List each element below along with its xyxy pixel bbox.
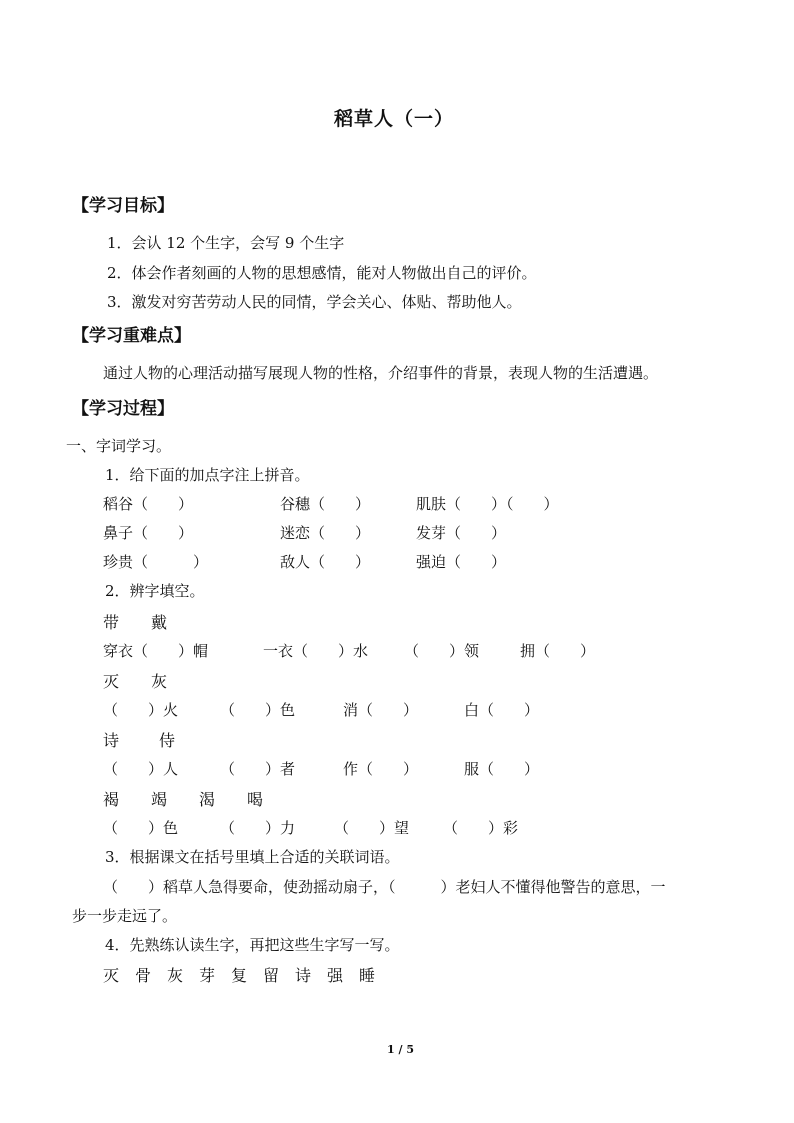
fill-item: （ ）领 (404, 642, 480, 660)
pinyin-item: 珍贵（ ） (103, 553, 209, 571)
goal-item: 2．体会作者刻画的人物的思想感情，能对人物做出自己的评价。 (107, 264, 537, 282)
char-pair-item: 渴 (199, 790, 216, 809)
key-text: 通过人物的心理活动描写展现人物的性格，介绍事件的背景，表现人物的生活遭遇。 (103, 364, 659, 382)
fill-item: 穿衣（ ）帽 (103, 642, 209, 660)
practice-char: 留 (263, 966, 280, 985)
practice-char: 芽 (199, 966, 216, 985)
fill-item: 一衣（ ）水 (263, 642, 369, 660)
char-pair-item: 喝 (247, 790, 264, 809)
q3-heading: 3．根据课文在括号里填上合适的关联词语。 (105, 848, 400, 866)
pinyin-item: 鼻子（ ） (103, 524, 194, 542)
q4-heading: 4．先熟练认读生字，再把这些生字写一写。 (105, 936, 400, 954)
goal-item: 1．会认 12 个生字，会写 9 个生字 (107, 234, 345, 252)
fill-item: （ ）彩 (443, 819, 519, 837)
fill-item: （ ）人 (103, 760, 179, 778)
practice-char: 睡 (359, 966, 376, 985)
pinyin-item: 谷穗（ ） (280, 495, 371, 513)
char-pair-item: 戴 (151, 613, 168, 632)
fill-item: 白（ ） (464, 701, 540, 719)
char-pair-item: 侍 (159, 731, 176, 750)
fill-item: 拥（ ） (520, 642, 596, 660)
practice-char: 灰 (167, 966, 184, 985)
fill-item: （ ）者 (220, 760, 296, 778)
section-heading-process: 【学习过程】 (72, 399, 174, 419)
char-pair-item: 诗 (103, 731, 120, 750)
char-pair-item: 灭 (103, 672, 120, 691)
pinyin-item: 肌肤（ ）（ ） (416, 495, 559, 513)
fill-item: （ ）色 (220, 701, 296, 719)
fill-item: （ ）望 (334, 819, 410, 837)
part1-heading: 一、字词学习。 (66, 437, 172, 455)
practice-char: 复 (231, 966, 248, 985)
fill-item: （ ）力 (220, 819, 296, 837)
page-number: 1 / 5 (387, 1043, 414, 1056)
practice-char: 诗 (295, 966, 312, 985)
fill-item: （ ）色 (103, 819, 179, 837)
section-heading-key: 【学习重难点】 (72, 326, 191, 346)
section-heading-goals: 【学习目标】 (72, 196, 174, 216)
goal-item: 3．激发对穷苦劳动人民的同情，学会关心、体贴、帮助他人。 (107, 293, 522, 311)
pinyin-item: 稻谷（ ） (103, 495, 194, 513)
char-pair-item: 褐 (103, 790, 120, 809)
pinyin-item: 迷恋（ ） (280, 524, 371, 542)
q1-heading: 1．给下面的加点字注上拼音。 (105, 466, 310, 484)
q3-sentence-line2: 步一步走远了。 (72, 907, 178, 925)
pinyin-item: 发芽（ ） (416, 524, 507, 542)
practice-char: 骨 (135, 966, 152, 985)
pinyin-item: 敌人（ ） (280, 553, 371, 571)
practice-char: 强 (327, 966, 344, 985)
fill-item: 作（ ） (343, 760, 419, 778)
pinyin-item: 强迫（ ） (416, 553, 507, 571)
fill-item: 消（ ） (343, 701, 419, 719)
q3-sentence-line1: （ ）稻草人急得要命，使劲摇动扇子，（ ）老妇人不懂得他警告的意思，一 (103, 878, 666, 896)
fill-item: （ ）火 (103, 701, 179, 719)
q2-heading: 2．辨字填空。 (105, 582, 205, 600)
fill-item: 服（ ） (464, 760, 540, 778)
char-pair-item: 竭 (151, 790, 168, 809)
char-pair-item: 带 (103, 613, 120, 632)
practice-char: 灭 (103, 966, 120, 985)
page-title: 稻草人（一） (334, 108, 455, 130)
char-pair-item: 灰 (151, 672, 168, 691)
